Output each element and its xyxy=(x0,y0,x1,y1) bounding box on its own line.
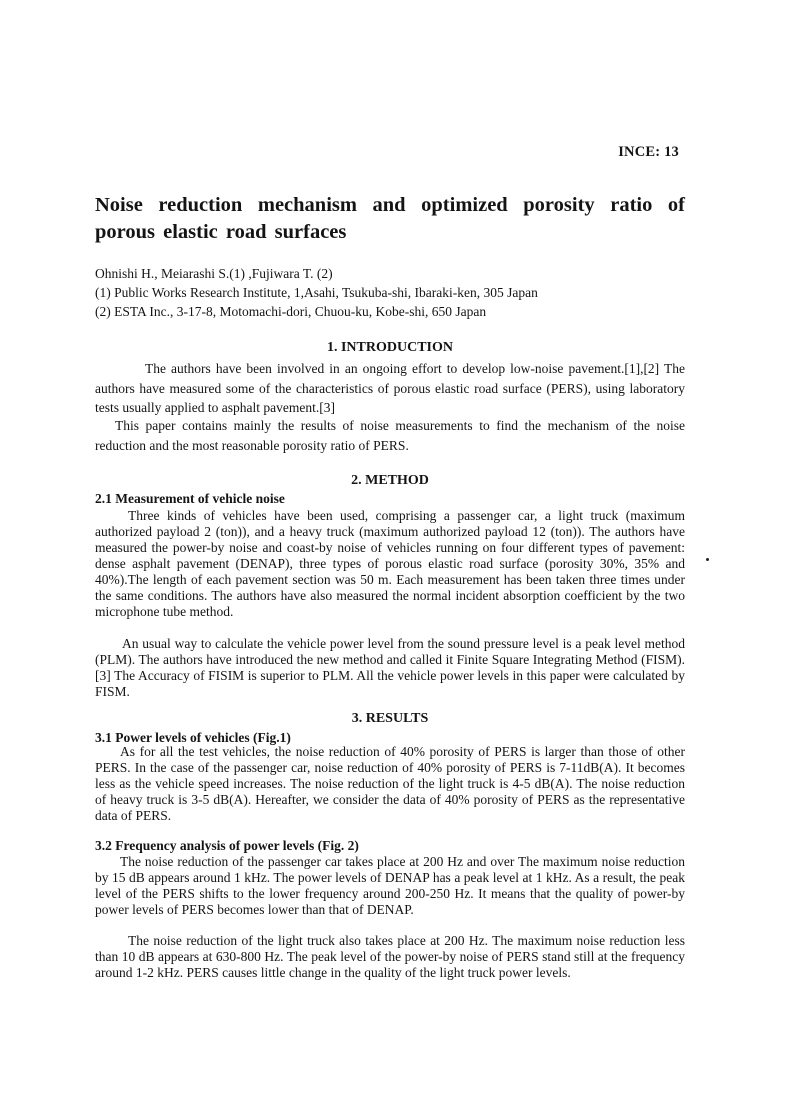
intro-paragraph-2: This paper contains mainly the results of noise measurements to find the mechanism of the noise reduction and the most reasonable porosity ratio of PERS. xyxy=(95,418,685,453)
author-names: Ohnishi H., Meiarashi S.(1) ,Fujiwara T. (2) xyxy=(95,266,333,281)
margin-mark xyxy=(706,558,709,561)
conference-reference: INCE: 13 xyxy=(618,144,679,160)
section-heading-results: 3. RESULTS xyxy=(351,711,429,726)
affiliation-1: (1) Public Works Research Institute, 1,Asahi, Tsukuba-shi, Ibaraki-ken, 305 Japan xyxy=(95,285,538,300)
results-paragraph-2: The noise reduction of the passenger car takes place at 200 Hz and over The maximum noise reduction by 15 dB appears around 1 kHz. The power levels of DENAP has a peak level at 1 kHz. As a result, the peak level of the PERS shifts to the lower frequency around 200-250 Hz. It means that the quality of power-by power levels of PERS becomes lower than that of DENAP. xyxy=(95,854,685,917)
subsection-heading-2-1: 2.1 Measurement of vehicle noise xyxy=(95,491,285,506)
results-paragraph-3: The noise reduction of the light truck also takes place at 200 Hz. The maximum noise reduction less than 10 dB appears at 630-800 Hz. The peak level of the power-by noise of PERS stand still at the frequency around 1-2 kHz. PERS causes little change in the quality of the light truck power levels. xyxy=(95,933,685,980)
method-paragraph-1: Three kinds of vehicles have been used, comprising a passenger car, a light truck (maximum authorized payload 2 (ton)), and a heavy truck (maximum authorized payload 12 (ton)). The authors have measured the power-by noise and coast-by noise of vehicles running on four different types of pavement: dense asphalt pavement (DENAP), three types of porous elastic road surface (porosity 30%, 35% and 40%).The length of each pavement section was 50 m. Each measurement has been taken three times under the same conditions. The authors have also measured the normal incident absorption coefficient by the two microphone tube method. xyxy=(95,508,685,619)
subsection-heading-3-2: 3.2 Frequency analysis of power levels (Fig. 2) xyxy=(95,838,359,853)
subsection-heading-3-1: 3.1 Power levels of vehicles (Fig.1) xyxy=(95,730,291,745)
section-heading-method: 2. METHOD xyxy=(351,473,429,488)
affiliation-2: (2) ESTA Inc., 3-17-8, Motomachi-dori, Chuou-ku, Kobe-shi, 650 Japan xyxy=(95,304,487,319)
section-heading-introduction: 1. INTRODUCTION xyxy=(326,340,453,355)
method-paragraph-2: An usual way to calculate the vehicle power level from the sound pressure level is a peak level method (PLM). The authors have introduced the new method and called it Finite Square Integrating Method (FISM).[3] The Accuracy of FISIM is superior to PLM. All the vehicle power levels in this paper were calculated by FISM. xyxy=(95,636,685,699)
results-paragraph-1: As for all the test vehicles, the noise reduction of 40% porosity of PERS is larger than those of other PERS. In the case of the passenger car, noise reduction of 40% porosity of PERS is 7-11dB(A). It becomes less as the vehicle speed increases. The noise reduction of the light truck is 4-5 dB(A). The noise reduction of heavy truck is 3-5 dB(A). Hereafter, we consider the data of 40% porosity of PERS as the representative data of PERS. xyxy=(95,744,685,823)
author-block xyxy=(95,264,695,321)
paper-title: Noise reduction mechanism and optimized porosity ratio of porous elastic road surfaces xyxy=(95,194,685,243)
intro-paragraph-1: The authors have been involved in an ongoing effort to develop low-noise pavement.[1],[2] The authors have measured some of the characteristics of porous elastic road surface (PERS), using laboratory tests usually applied to asphalt pavement.[3] xyxy=(95,361,685,415)
